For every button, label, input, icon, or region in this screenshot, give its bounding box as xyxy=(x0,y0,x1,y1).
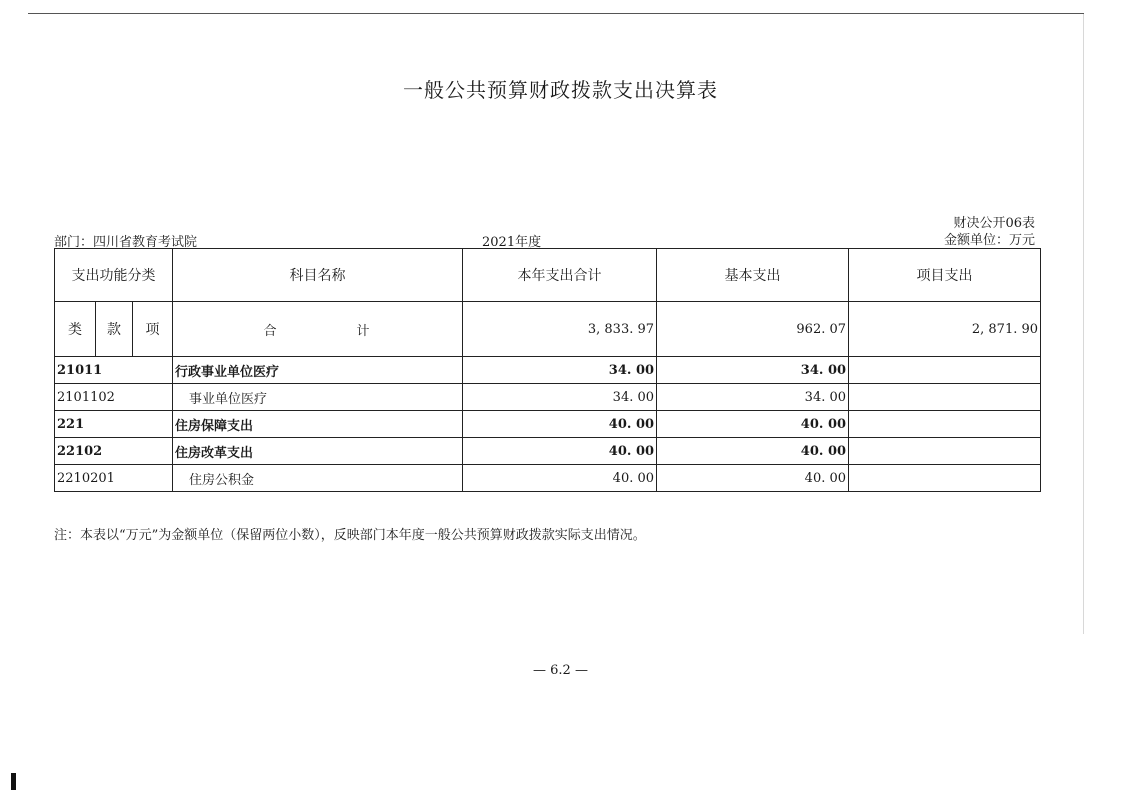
year-label: 2021年度 xyxy=(482,235,542,250)
total-project-value: 2, 871. 90 xyxy=(849,302,1041,357)
row-total: 34. 00 xyxy=(463,384,657,411)
row-name: 行政事业单位医疗 xyxy=(173,357,463,384)
table-row xyxy=(55,465,1041,492)
total-basic-value: 962. 07 xyxy=(657,302,849,357)
row-code: 21011 xyxy=(55,357,173,384)
header-lei: 类 xyxy=(55,302,96,357)
row-basic: 40. 00 xyxy=(657,411,849,438)
row-name: 住房公积金 xyxy=(173,465,463,492)
header-xiang: 项 xyxy=(133,302,173,357)
row-code: 221 xyxy=(55,411,173,438)
page-number: — 6.2 — xyxy=(533,663,588,678)
budget-table xyxy=(54,248,1041,492)
row-project xyxy=(849,384,1041,411)
header-kuan: 款 xyxy=(96,302,133,357)
unit-label: 金额单位：万元 xyxy=(943,233,1035,248)
row-basic: 34. 00 xyxy=(657,384,849,411)
header-subject: 科目名称 xyxy=(173,249,463,302)
header-total: 本年支出合计 xyxy=(463,249,657,302)
page-edge xyxy=(1083,14,1084,634)
row-name: 住房保障支出 xyxy=(173,411,463,438)
row-basic: 40. 00 xyxy=(657,465,849,492)
row-project xyxy=(849,465,1041,492)
department-label: 部门：四川省教育考试院 xyxy=(54,235,198,250)
row-name: 事业单位医疗 xyxy=(173,384,463,411)
form-code: 财决公开06表 xyxy=(953,216,1035,231)
header-basic: 基本支出 xyxy=(657,249,849,302)
row-total: 40. 00 xyxy=(463,438,657,465)
total-label: 合计 xyxy=(173,302,463,357)
row-name: 住房改革支出 xyxy=(173,438,463,465)
row-project xyxy=(849,357,1041,384)
scan-mark xyxy=(11,773,16,790)
row-total: 40. 00 xyxy=(463,411,657,438)
row-project xyxy=(849,438,1041,465)
header-func-class: 支出功能分类 xyxy=(55,249,173,302)
total-row xyxy=(55,302,1041,357)
row-code: 2210201 xyxy=(55,465,173,492)
row-basic: 34. 00 xyxy=(657,357,849,384)
header-project: 项目支出 xyxy=(849,249,1041,302)
row-total: 34. 00 xyxy=(463,357,657,384)
row-code: 2101102 xyxy=(55,384,173,411)
header-row-1 xyxy=(55,249,1041,302)
table-row xyxy=(55,411,1041,438)
table-row xyxy=(55,438,1041,465)
row-basic: 40. 00 xyxy=(657,438,849,465)
row-total: 40. 00 xyxy=(463,465,657,492)
total-total-value: 3, 833. 97 xyxy=(463,302,657,357)
row-code: 22102 xyxy=(55,438,173,465)
table-row xyxy=(55,357,1041,384)
footnote: 注：本表以“万元”为金额单位（保留两位小数），反映部门本年度一般公共预算财政拨款实际支出情况。 xyxy=(54,528,646,543)
table-row xyxy=(55,384,1041,411)
page-title: 一般公共预算财政拨款支出决算表 xyxy=(403,78,718,102)
row-project xyxy=(849,411,1041,438)
top-rule xyxy=(28,13,1084,14)
